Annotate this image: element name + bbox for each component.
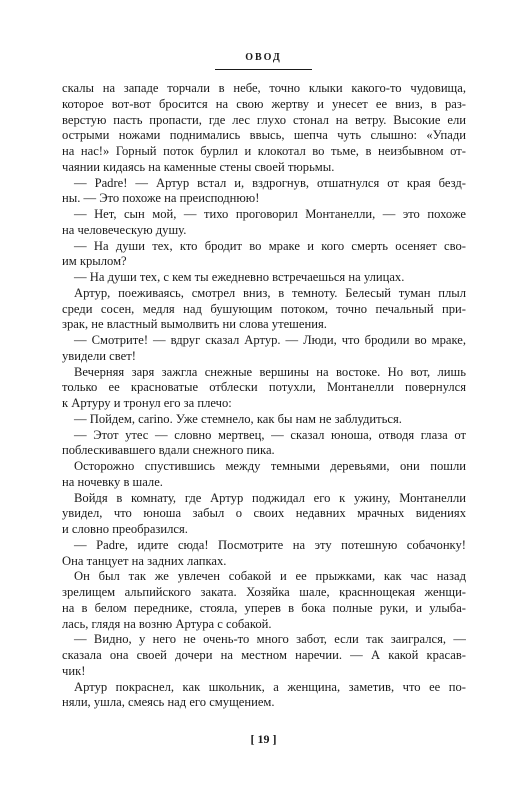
text-line: няли, ушла, смеясь над его смущением.: [62, 695, 275, 710]
page-number: [ 19 ]: [250, 732, 277, 746]
text-line: чик!: [62, 663, 86, 678]
text-line: Войдя в комнату, где Артур поджидал его к ужину, Монтанелли: [74, 490, 466, 505]
text-line: — На души тех, кто бродит во мраке и кого смерть осеняет сво-: [74, 238, 466, 253]
text-line: Артур, поеживаясь, смотрел вниз, в темноту. Белесый туман плыл: [74, 285, 466, 300]
text-line: — Смотрите! — вдруг сказал Артур. — Люди, что бродили во мраке,: [74, 333, 466, 347]
text-line: на нас!» Горный поток бурлил и клокотал во тьме, в неизбывном от-: [62, 144, 466, 158]
text-line: на человеческую душу.: [62, 222, 187, 237]
text-line: скалы на западе торчали в небе, точно клыки какого-то чудовища,: [62, 81, 466, 95]
text-line: увидел, что юноша забыл о своих недавних мрачных видениях: [62, 506, 466, 521]
text-line: Он был так же увлечен собакой и ее прыжками, как час назад: [74, 569, 466, 584]
text-line: сказала она своей дочери на местном наречии. — А какой красав-: [62, 648, 466, 662]
text-line: — Padre! — Артур встал и, вздрогнув, отшатнулся от края безд-: [74, 175, 466, 190]
text-line: на ночевку в шале.: [62, 474, 163, 489]
text-line: лась, глядя на возню Артура с собакой.: [62, 616, 272, 631]
text-line: верстую пасть пропасти, где лес глухо стонал на ветру. Высокие ели: [62, 112, 466, 127]
text-line: острыми ножами поднимались ввысь, шепча чуть слышно: «Упади: [62, 128, 466, 143]
text-line: — Пойдем, carino. Уже стемнело, как бы нам не заблудиться.: [74, 411, 402, 426]
text-line: — Этот утес — словно мертвец, — сказал юноша, отводя глаза от: [74, 427, 466, 442]
text-line: ны. — Это похоже на преисподнюю!: [62, 191, 260, 206]
text-line: чаянии кидаясь на каменные стены своей тюрьмы.: [62, 159, 335, 174]
text-line: на в белом переднике, стояла, уперев в бока полные руки, и улыба-: [62, 600, 466, 615]
text-line: — Padre, идите сюда! Посмотрите на эту потешную собачонку!: [74, 537, 466, 552]
text-line: зрелищем альпийского заката. Хозяйка шале, красннощекая женщи-: [62, 585, 466, 599]
text-line: Артур покраснел, как школьник, а женщина, заметив, что ее по-: [74, 679, 466, 694]
header-rule: [215, 69, 312, 70]
text-line: зрак, не властный вымолвить ни слова утешения.: [62, 317, 327, 332]
text-line: — На души тех, с кем ты ежедневно встречаешься на улицах.: [74, 270, 405, 284]
text-line: — Нет, сын мой, — тихо проговорил Монтанелли, — это похоже: [74, 207, 466, 221]
text-line: только ее красноватые отблески потухли, Монтанелли повернулся: [62, 380, 466, 395]
text-line: среди сосен, медля над бушующим потоком, точно печальный при-: [62, 301, 466, 316]
page-body: [62, 81, 466, 711]
text-line: увидели свет!: [62, 348, 136, 363]
text-line: Вечерняя заря зажгла снежные вершины на востоке. Но вот, лишь: [74, 364, 466, 379]
text-line: Она танцует на задних лапках.: [62, 553, 227, 568]
text-line: — Видно, у него не очень-то много забот, если так заигрался, —: [74, 632, 466, 647]
text-line: им крылом?: [62, 254, 127, 269]
text-line: поблескивавшего вдали снежного пика.: [62, 443, 275, 458]
text-line: к Артуру и тронул его за плечо:: [62, 396, 232, 410]
running-header: ОВОД: [245, 52, 282, 63]
text-line: и словно преобразился.: [62, 522, 188, 536]
text-line: Осторожно спустившись между темными деревьями, они пошли: [74, 459, 466, 473]
text-line: которое вот-вот бросится на свою жертву и унесет ее вниз, в раз-: [62, 96, 466, 111]
